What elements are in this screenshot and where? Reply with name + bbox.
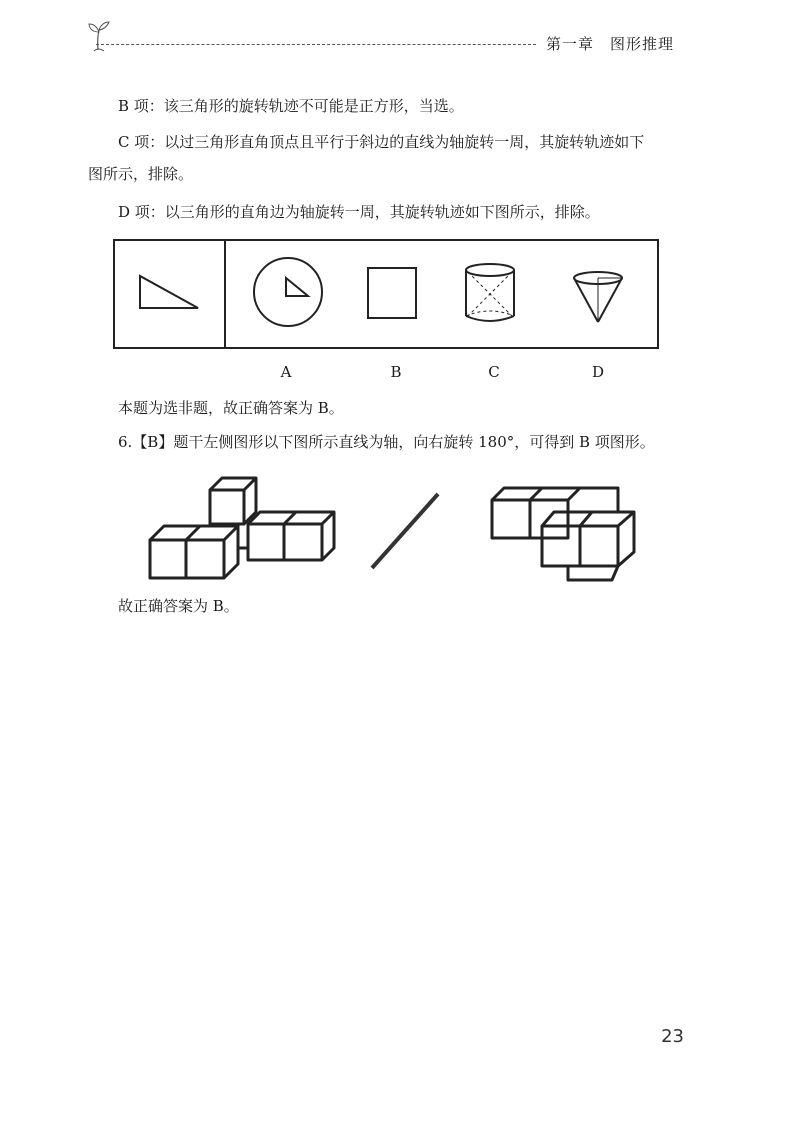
- header-section-title: 图形推理: [610, 35, 675, 53]
- option-c-figure: [466, 264, 514, 321]
- sprout-icon: [84, 16, 114, 52]
- option-d-figure: [574, 272, 622, 322]
- right-cube-shape: [492, 488, 634, 580]
- answer-conclusion-q6: 故正确答案为 B。: [118, 597, 239, 615]
- rotation-options-figure: [112, 238, 662, 354]
- option-c-label: C: [488, 363, 500, 381]
- question-triangle: [140, 276, 198, 308]
- option-b-figure: [368, 268, 416, 318]
- figure-frame: [114, 240, 658, 348]
- page-number: 23: [661, 1026, 684, 1047]
- header-rule: [96, 44, 536, 45]
- answer-conclusion-q5: 本题为选非题，故正确答案为 B。: [118, 399, 344, 417]
- option-d-label: D: [591, 363, 605, 381]
- rotation-axis-line: [372, 494, 438, 568]
- option-a-figure: [254, 258, 322, 326]
- option-d-explanation: D 项：以三角形的直角边为轴旋转一周，其旋转轨迹如下图所示，排除。: [118, 203, 600, 221]
- option-b-explanation: B 项：该三角形的旋转轨迹不可能是正方形，当选。: [118, 97, 464, 115]
- question-6-explanation: 6.【B】题干左侧图形以下图所示直线为轴，向右旋转 180°，可得到 B 项图形。: [118, 433, 655, 451]
- left-cube-shape: [150, 478, 334, 578]
- option-c-explanation-line1: C 项：以过三角形直角顶点且平行于斜边的直线为轴旋转一周，其旋转轨迹如下: [118, 133, 645, 151]
- header-title: [546, 33, 674, 54]
- header-chapter: 第一章: [546, 35, 595, 53]
- option-b-label: B: [390, 363, 402, 381]
- option-a-label: A: [280, 363, 292, 381]
- option-c-explanation-line2: 图所示，排除。: [88, 165, 194, 183]
- cube-rotation-figure: [140, 472, 650, 588]
